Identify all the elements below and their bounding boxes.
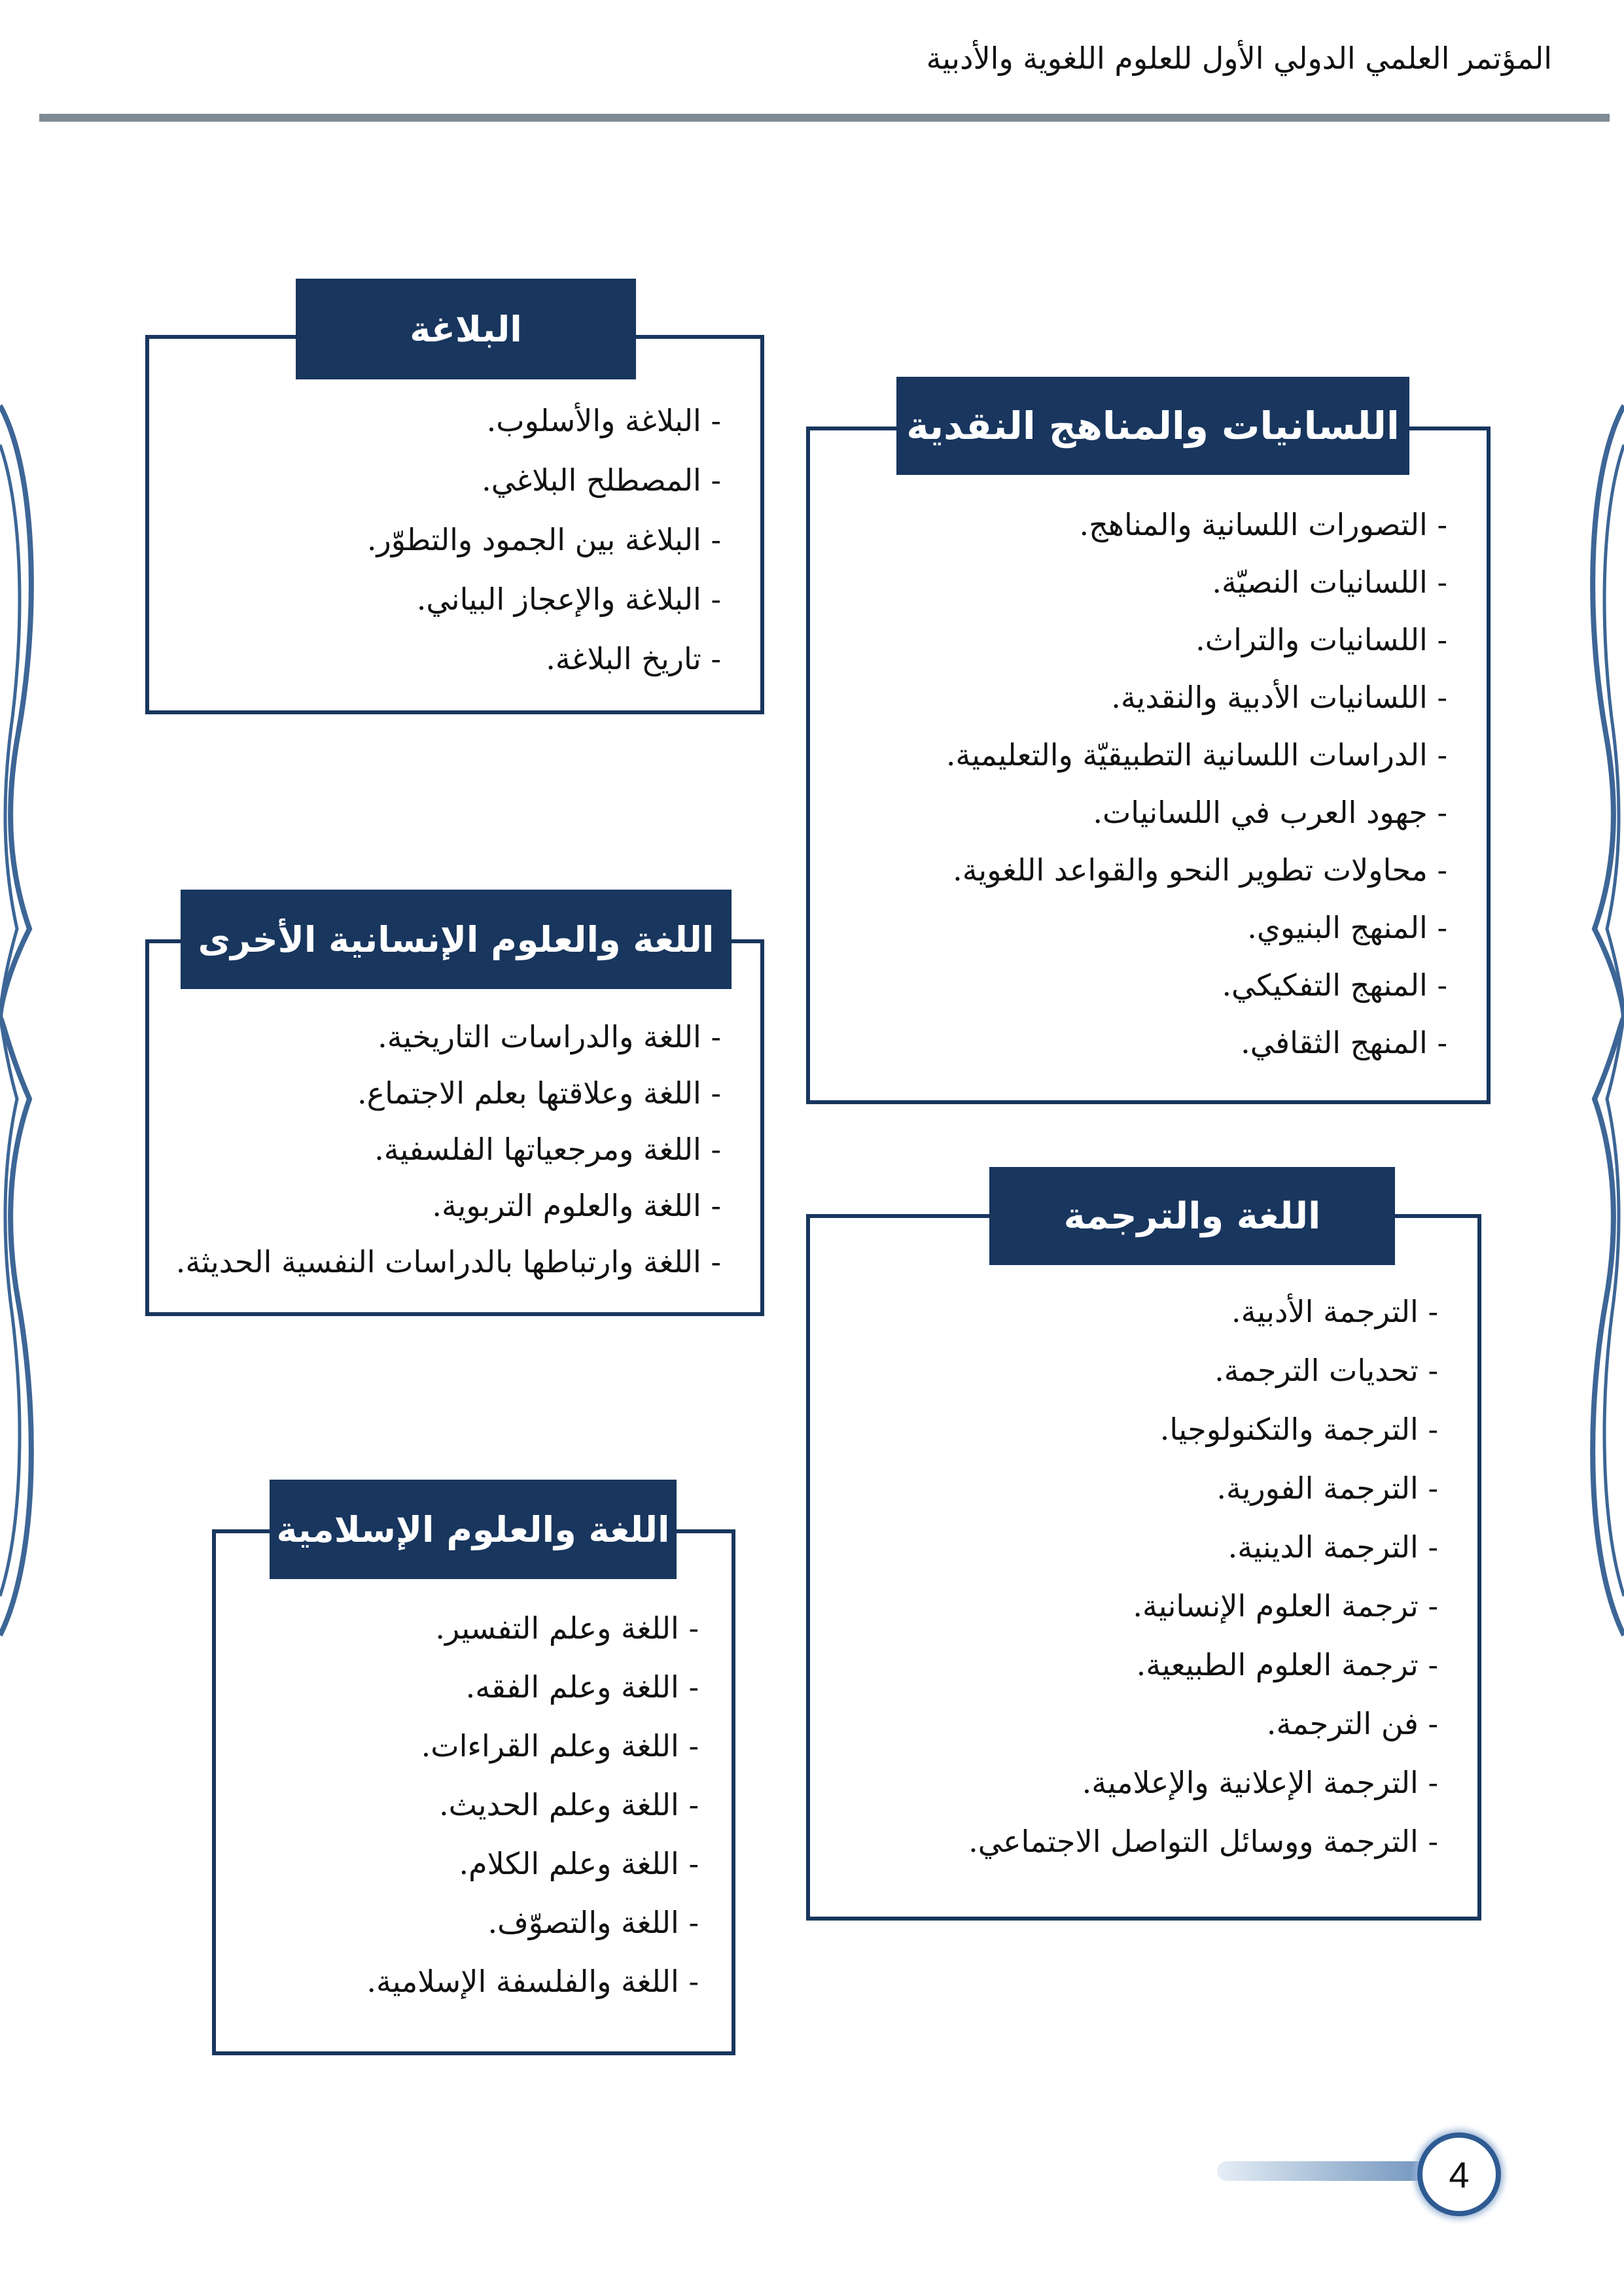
balagha-topic-list bbox=[367, 391, 721, 689]
list-item: - الترجمة والتكنولوجيا. bbox=[1159, 1412, 1438, 1447]
list-item: - اللغة وارتباطها بالدراسات النفسية الحديثة. bbox=[175, 1244, 721, 1279]
list-item: - المنهج البنيوي. bbox=[1247, 910, 1447, 945]
page-number: 4 bbox=[1417, 2132, 1501, 2216]
list-item: - التصورات اللسانية والمناهج. bbox=[1079, 507, 1447, 542]
list-item: - اللغة والفلسفة الإسلامية. bbox=[366, 1964, 699, 1999]
linguistics-topic-list bbox=[946, 496, 1447, 1071]
humanities-topic-list bbox=[176, 1009, 721, 1290]
list-item: - المصطلح البلاغي. bbox=[482, 462, 721, 498]
list-item: - محاولات تطوير النحو والقواعد اللغوية. bbox=[953, 852, 1447, 888]
list-item: - اللسانيات النصيّة. bbox=[1212, 565, 1447, 600]
balagha-section-title: البلاغة bbox=[296, 279, 636, 379]
list-item: - فن الترجمة. bbox=[1266, 1706, 1438, 1741]
list-item: - اللغة وعلم الحديث. bbox=[438, 1787, 699, 1822]
right-ornament-icon bbox=[1578, 366, 1624, 2041]
humanities-section-title: اللغة والعلوم الإنسانية الأخرى bbox=[181, 890, 732, 989]
list-item: - الترجمة الإعلانية والإعلامية. bbox=[1082, 1765, 1438, 1800]
islamic-section-title: اللغة والعلوم الإسلامية bbox=[270, 1480, 677, 1579]
left-ornament-icon bbox=[0, 366, 46, 2041]
list-item: - اللغة وعلم القراءات. bbox=[421, 1728, 699, 1764]
islamic-section bbox=[212, 1529, 735, 2055]
list-item: - اللسانيات والتراث. bbox=[1195, 622, 1447, 657]
conference-title: المؤتمر العلمي الدولي الأول للعلوم اللغوية والأدبية bbox=[926, 41, 1552, 76]
list-item: - المنهج التفكيكي. bbox=[1222, 967, 1447, 1003]
translation-section bbox=[806, 1214, 1481, 1921]
page-number-badge bbox=[1217, 2132, 1518, 2211]
list-item: - اللغة وعلم التفسير. bbox=[435, 1610, 699, 1646]
list-item: - جهود العرب في اللسانيات. bbox=[1093, 795, 1447, 830]
list-item: - ترجمة العلوم الطبيعية. bbox=[1136, 1647, 1438, 1682]
list-item: - ترجمة العلوم الإنسانية. bbox=[1133, 1588, 1438, 1624]
linguistics-section bbox=[806, 426, 1491, 1104]
list-item: - اللغة والدراسات التاريخية. bbox=[378, 1019, 721, 1054]
list-item: - اللغة والتصوّف. bbox=[487, 1905, 699, 1940]
list-item: - اللغة ومرجعياتها الفلسفية. bbox=[374, 1132, 721, 1167]
list-item: - الدراسات اللسانية التطبيقيّة والتعليمية. bbox=[945, 737, 1447, 773]
page-number-bar bbox=[1217, 2161, 1433, 2181]
list-item: - تاريخ البلاغة. bbox=[546, 641, 721, 676]
linguistics-section-title: اللسانيات والمناهج النقدية bbox=[896, 377, 1409, 475]
translation-topic-list bbox=[968, 1282, 1438, 1871]
list-item: - اللغة وعلم الكلام. bbox=[459, 1846, 699, 1881]
list-item: - الترجمة الدينية. bbox=[1227, 1529, 1438, 1565]
translation-section-title: اللغة والترجمة bbox=[989, 1167, 1395, 1265]
list-item: - اللغة والعلوم التربوية. bbox=[432, 1188, 721, 1223]
humanities-section bbox=[145, 939, 764, 1316]
list-item: - البلاغة والأسلوب. bbox=[486, 403, 721, 438]
list-item: - المنهج الثقافي. bbox=[1241, 1025, 1447, 1060]
balagha-section bbox=[145, 335, 764, 714]
header-divider bbox=[39, 114, 1610, 122]
list-item: - البلاغة بين الجمود والتطوّر. bbox=[366, 522, 721, 557]
list-item: - البلاغة والإعجاز البياني. bbox=[416, 582, 721, 617]
list-item: - اللغة وعلم الفقه. bbox=[465, 1669, 699, 1705]
list-item: - الترجمة ووسائل التواصل الاجتماعي. bbox=[968, 1824, 1438, 1859]
list-item: - اللغة وعلاقتها بعلم الاجتماع. bbox=[357, 1075, 721, 1111]
islamic-topic-list bbox=[366, 1599, 699, 2011]
list-item: - اللسانيات الأدبية والنقدية. bbox=[1111, 680, 1447, 715]
list-item: - الترجمة الأدبية. bbox=[1231, 1294, 1438, 1329]
list-item: - الترجمة الفورية. bbox=[1216, 1470, 1438, 1506]
list-item: - تحديات الترجمة. bbox=[1214, 1353, 1438, 1388]
